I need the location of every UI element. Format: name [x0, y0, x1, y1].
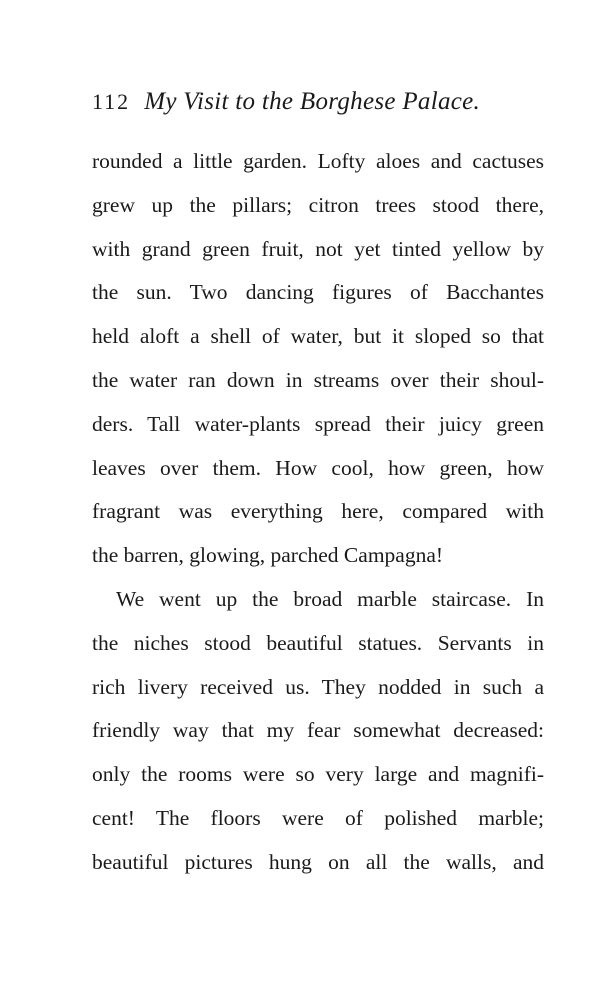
text-line: the niches stood beautiful statues. Servants in — [92, 630, 544, 655]
text-line: the sun. Two dancing figures of Bacchantes — [92, 280, 544, 305]
running-title: My Visit to the Borghese Palace. — [144, 88, 481, 115]
paragraph-end-line: the barren, glowing, parched Campagna! — [92, 543, 444, 568]
text-line: held aloft a shell of water, but it sloped so that — [92, 324, 544, 349]
body-text — [92, 140, 544, 885]
paragraph-start-line: We went up the broad marble staircase. In — [116, 586, 544, 611]
text-line: rounded a little garden. Lofty aloes and cactuses — [92, 149, 544, 173]
text-line: ders. Tall water-plants spread their juicy green — [92, 411, 544, 436]
text-line: only the rooms were so very large and magnifi- — [92, 762, 544, 787]
text-line: grew up the pillars; citron trees stood there, — [92, 192, 544, 217]
text-line: fragrant was everything here, compared with — [92, 499, 544, 524]
text-line: friendly way that my fear somewhat decreased: — [92, 718, 544, 743]
text-line: the water ran down in streams over their shoul- — [92, 367, 544, 392]
text-line: rich livery received us. They nodded in such a — [92, 674, 544, 699]
running-head — [92, 82, 552, 122]
text-line: with grand green fruit, not yet tinted yellow by — [92, 236, 544, 261]
page-number: 112 — [92, 89, 131, 114]
text-line: leaves over them. How cool, how green, how — [92, 455, 544, 480]
text-line: cent! The floors were of polished marble; — [92, 805, 544, 830]
text-line: beautiful pictures hung on all the walls, and — [92, 849, 544, 874]
